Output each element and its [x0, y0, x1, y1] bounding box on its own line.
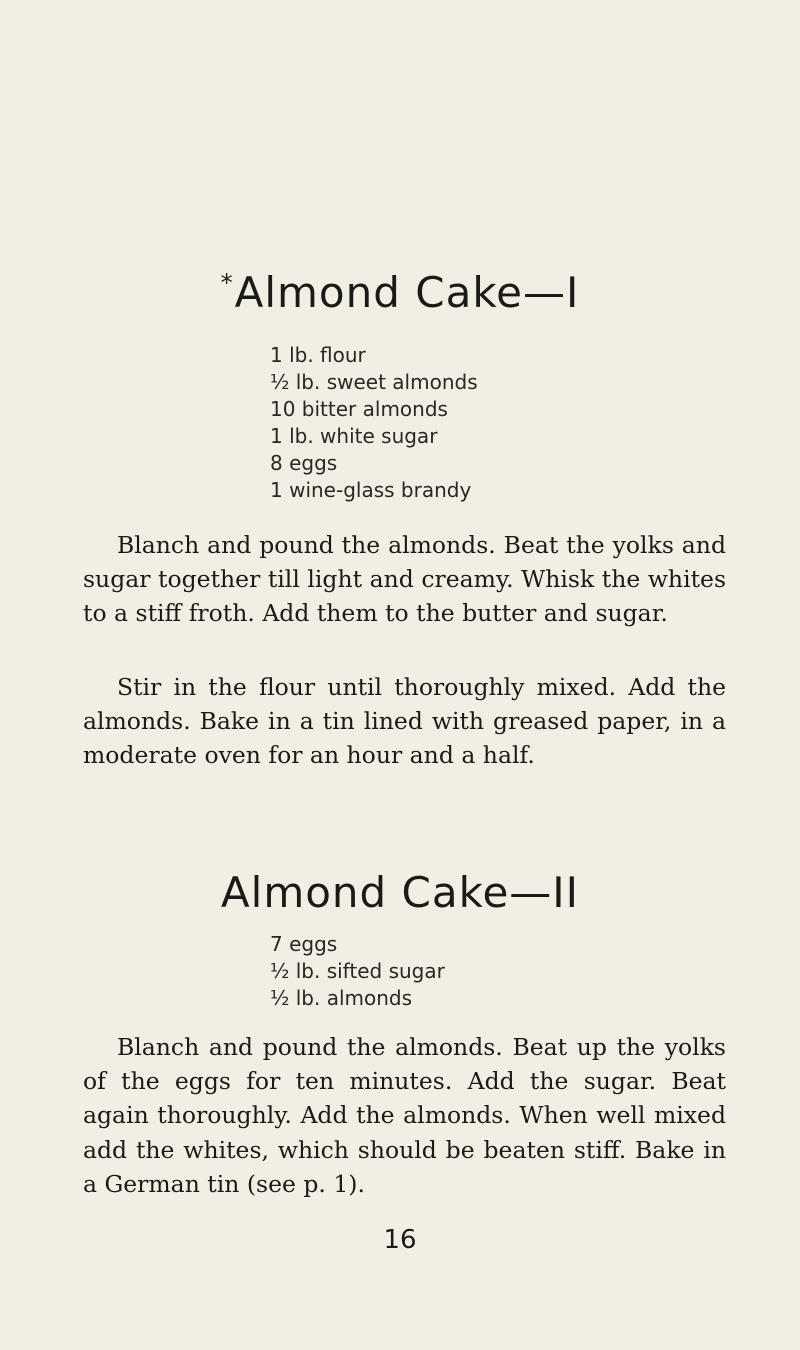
recipe-title-1 [0, 268, 800, 317]
ingredient-item: ½ lb. sweet almonds [270, 370, 478, 394]
recipe-title-2: Almond Cake—II [220, 868, 580, 917]
ingredient-item: 1 lb. flour [270, 343, 366, 367]
ingredient-list-2 [270, 931, 445, 1012]
method-paragraph-2: Stir in the flour until thoroughly mixed. Add the almonds. Bake in a tin lined with greased paper, in a moderate oven for an hour and a half. [83, 673, 726, 770]
ingredient-item: 10 bitter almonds [270, 397, 448, 421]
page-number: 16 [383, 1225, 417, 1255]
method-paragraph-1: Blanch and pound the almonds. Beat the yolks and sugar together till light and creamy. Whisk the whites to a stiff froth. Add them to the butter and sugar. [83, 531, 726, 628]
ingredient-item: ½ lb. sifted sugar [270, 959, 445, 983]
ingredient-item: 8 eggs [270, 451, 338, 475]
ingredient-item: 1 lb. white sugar [270, 424, 438, 448]
ingredient-list-1 [270, 342, 478, 504]
method-paragraph-3: Blanch and pound the almonds. Beat up the yolks of the eggs for ten minutes. Add the sugar. Beat again thoroughly. Add the almonds. When well mixed add the whites, which should be beaten stiff. Bake in a German tin (see p. 1). [83, 1033, 726, 1198]
title-marker: * [220, 269, 234, 297]
title-text: Almond Cake—I [234, 268, 580, 317]
ingredient-item: 7 eggs [270, 932, 338, 956]
ingredient-item: 1 wine-glass brandy [270, 478, 472, 502]
ingredient-item: ½ lb. almonds [270, 986, 413, 1010]
